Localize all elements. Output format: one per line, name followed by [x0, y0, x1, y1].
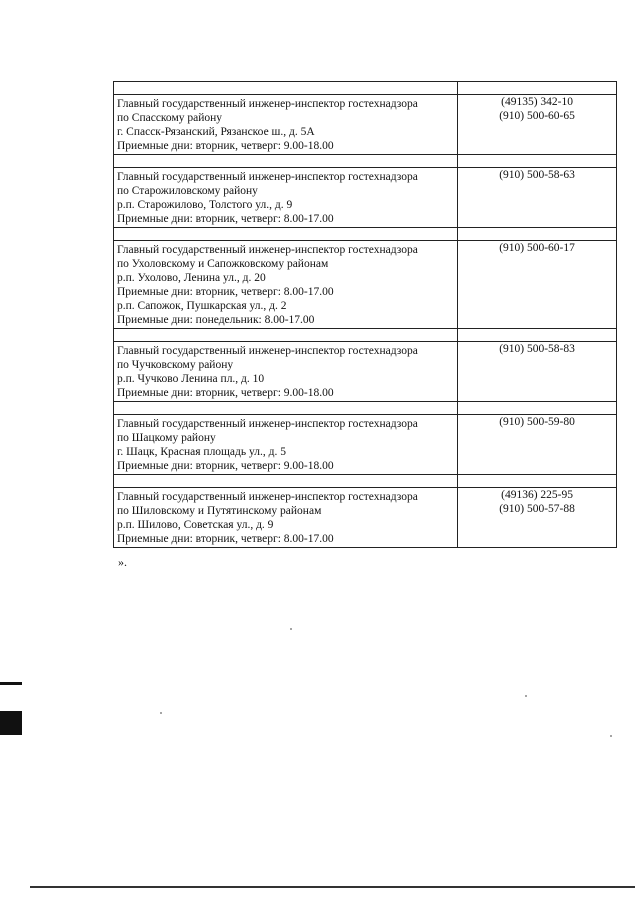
- phone-cell: [458, 415, 617, 475]
- spacer-row: [114, 402, 617, 415]
- office-description-cell: [114, 342, 458, 402]
- phone-number: (910) 500-58-83: [499, 343, 575, 355]
- office-text-line: по Старожиловскому району: [117, 185, 258, 197]
- phone-cell: [458, 342, 617, 402]
- office-text-line: Главный государственный инженер-инспектор гостехнадзора: [117, 244, 418, 256]
- scan-speck: [525, 695, 527, 697]
- office-description-cell: [114, 488, 458, 548]
- office-text-line: р.п. Чучково Ленина пл., д. 10: [117, 373, 265, 385]
- phone-number: (910) 500-59-80: [499, 416, 575, 428]
- office-text-line: р.п. Старожилово, Толстого ул., д. 9: [117, 199, 293, 211]
- phone-number: (49136) 225-95: [501, 489, 573, 501]
- phone-number: (49135) 342-10: [501, 96, 573, 108]
- inspectors-table-body: [114, 82, 617, 548]
- office-text-line: р.п. Шилово, Советская ул., д. 9: [117, 519, 274, 531]
- office-text-line: г. Спасск-Рязанский, Рязанское ш., д. 5А: [117, 126, 315, 138]
- scan-bottom-edge: [30, 886, 635, 888]
- table-row: [114, 342, 617, 402]
- spacer-row: [114, 155, 617, 168]
- spacer-cell: [114, 228, 458, 241]
- table-row: [114, 241, 617, 329]
- spacer-cell: [114, 155, 458, 168]
- closing-quote: ».: [118, 555, 127, 569]
- scan-margin-mark: [0, 682, 22, 685]
- office-text-line: Приемные дни: вторник, четверг: 8.00-17.00: [117, 213, 334, 225]
- phone-number: (910) 500-60-17: [499, 242, 575, 254]
- spacer-cell: [114, 329, 458, 342]
- office-description-cell: [114, 168, 458, 228]
- office-text-line: Главный государственный инженер-инспектор гостехнадзора: [117, 491, 418, 503]
- table-row: [114, 415, 617, 475]
- office-text-line: р.п. Ухолово, Ленина ул., д. 20: [117, 272, 266, 284]
- office-text-line: г. Шацк, Красная площадь ул., д. 5: [117, 446, 286, 458]
- spacer-row: [114, 228, 617, 241]
- inspectors-table: [113, 81, 617, 548]
- office-text-line: Главный государственный инженер-инспектор гостехнадзора: [117, 345, 418, 357]
- office-text-line: Приемные дни: вторник, четверг: 9.00-18.00: [117, 140, 334, 152]
- office-text-line: Приемные дни: понедельник: 8.00-17.00: [117, 314, 315, 326]
- office-text-line: р.п. Сапожок, Пушкарская ул., д. 2: [117, 300, 287, 312]
- spacer-cell: [458, 475, 617, 488]
- office-text-line: Приемные дни: вторник, четверг: 9.00-18.00: [117, 460, 334, 472]
- office-text-line: по Спасскому району: [117, 112, 223, 124]
- office-text-line: по Чучковскому району: [117, 359, 234, 371]
- phone-number: (910) 500-60-65: [499, 110, 575, 122]
- spacer-cell: [114, 475, 458, 488]
- office-text-line: по Ухоловскому и Сапожковскому районам: [117, 258, 329, 270]
- spacer-cell: [458, 155, 617, 168]
- spacer-cell: [458, 329, 617, 342]
- office-text-line: Приемные дни: вторник, четверг: 8.00-17.00: [117, 286, 334, 298]
- phone-number: (910) 500-57-88: [499, 503, 575, 515]
- office-text-line: по Шацкому району: [117, 432, 216, 444]
- spacer-row: [114, 329, 617, 342]
- spacer-cell: [458, 228, 617, 241]
- scan-speck: [160, 712, 162, 714]
- office-text-line: по Шиловскому и Путятинскому районам: [117, 505, 322, 517]
- table-row: [114, 168, 617, 228]
- spacer-row: [114, 475, 617, 488]
- phone-cell: [458, 488, 617, 548]
- spacer-cell: [114, 82, 458, 95]
- phone-cell: [458, 95, 617, 155]
- scan-speck: [290, 628, 292, 630]
- spacer-cell: [114, 402, 458, 415]
- office-description-cell: [114, 95, 458, 155]
- office-description-cell: [114, 415, 458, 475]
- phone-cell: [458, 241, 617, 329]
- scan-margin-block: [0, 711, 22, 735]
- spacer-cell: [458, 402, 617, 415]
- office-description-cell: [114, 241, 458, 329]
- office-text-line: Приемные дни: вторник, четверг: 8.00-17.00: [117, 533, 334, 545]
- office-text-line: Главный государственный инженер-инспектор гостехнадзора: [117, 98, 418, 110]
- table-row: [114, 488, 617, 548]
- office-text-line: Приемные дни: вторник, четверг: 9.00-18.00: [117, 387, 334, 399]
- office-text-line: Главный государственный инженер-инспектор гостехнадзора: [117, 171, 418, 183]
- office-text-line: Главный государственный инженер-инспектор гостехнадзора: [117, 418, 418, 430]
- phone-cell: [458, 168, 617, 228]
- phone-number: (910) 500-58-63: [499, 169, 575, 181]
- table-row: [114, 95, 617, 155]
- spacer-cell: [458, 82, 617, 95]
- spacer-row: [114, 82, 617, 95]
- scan-speck: [610, 735, 612, 737]
